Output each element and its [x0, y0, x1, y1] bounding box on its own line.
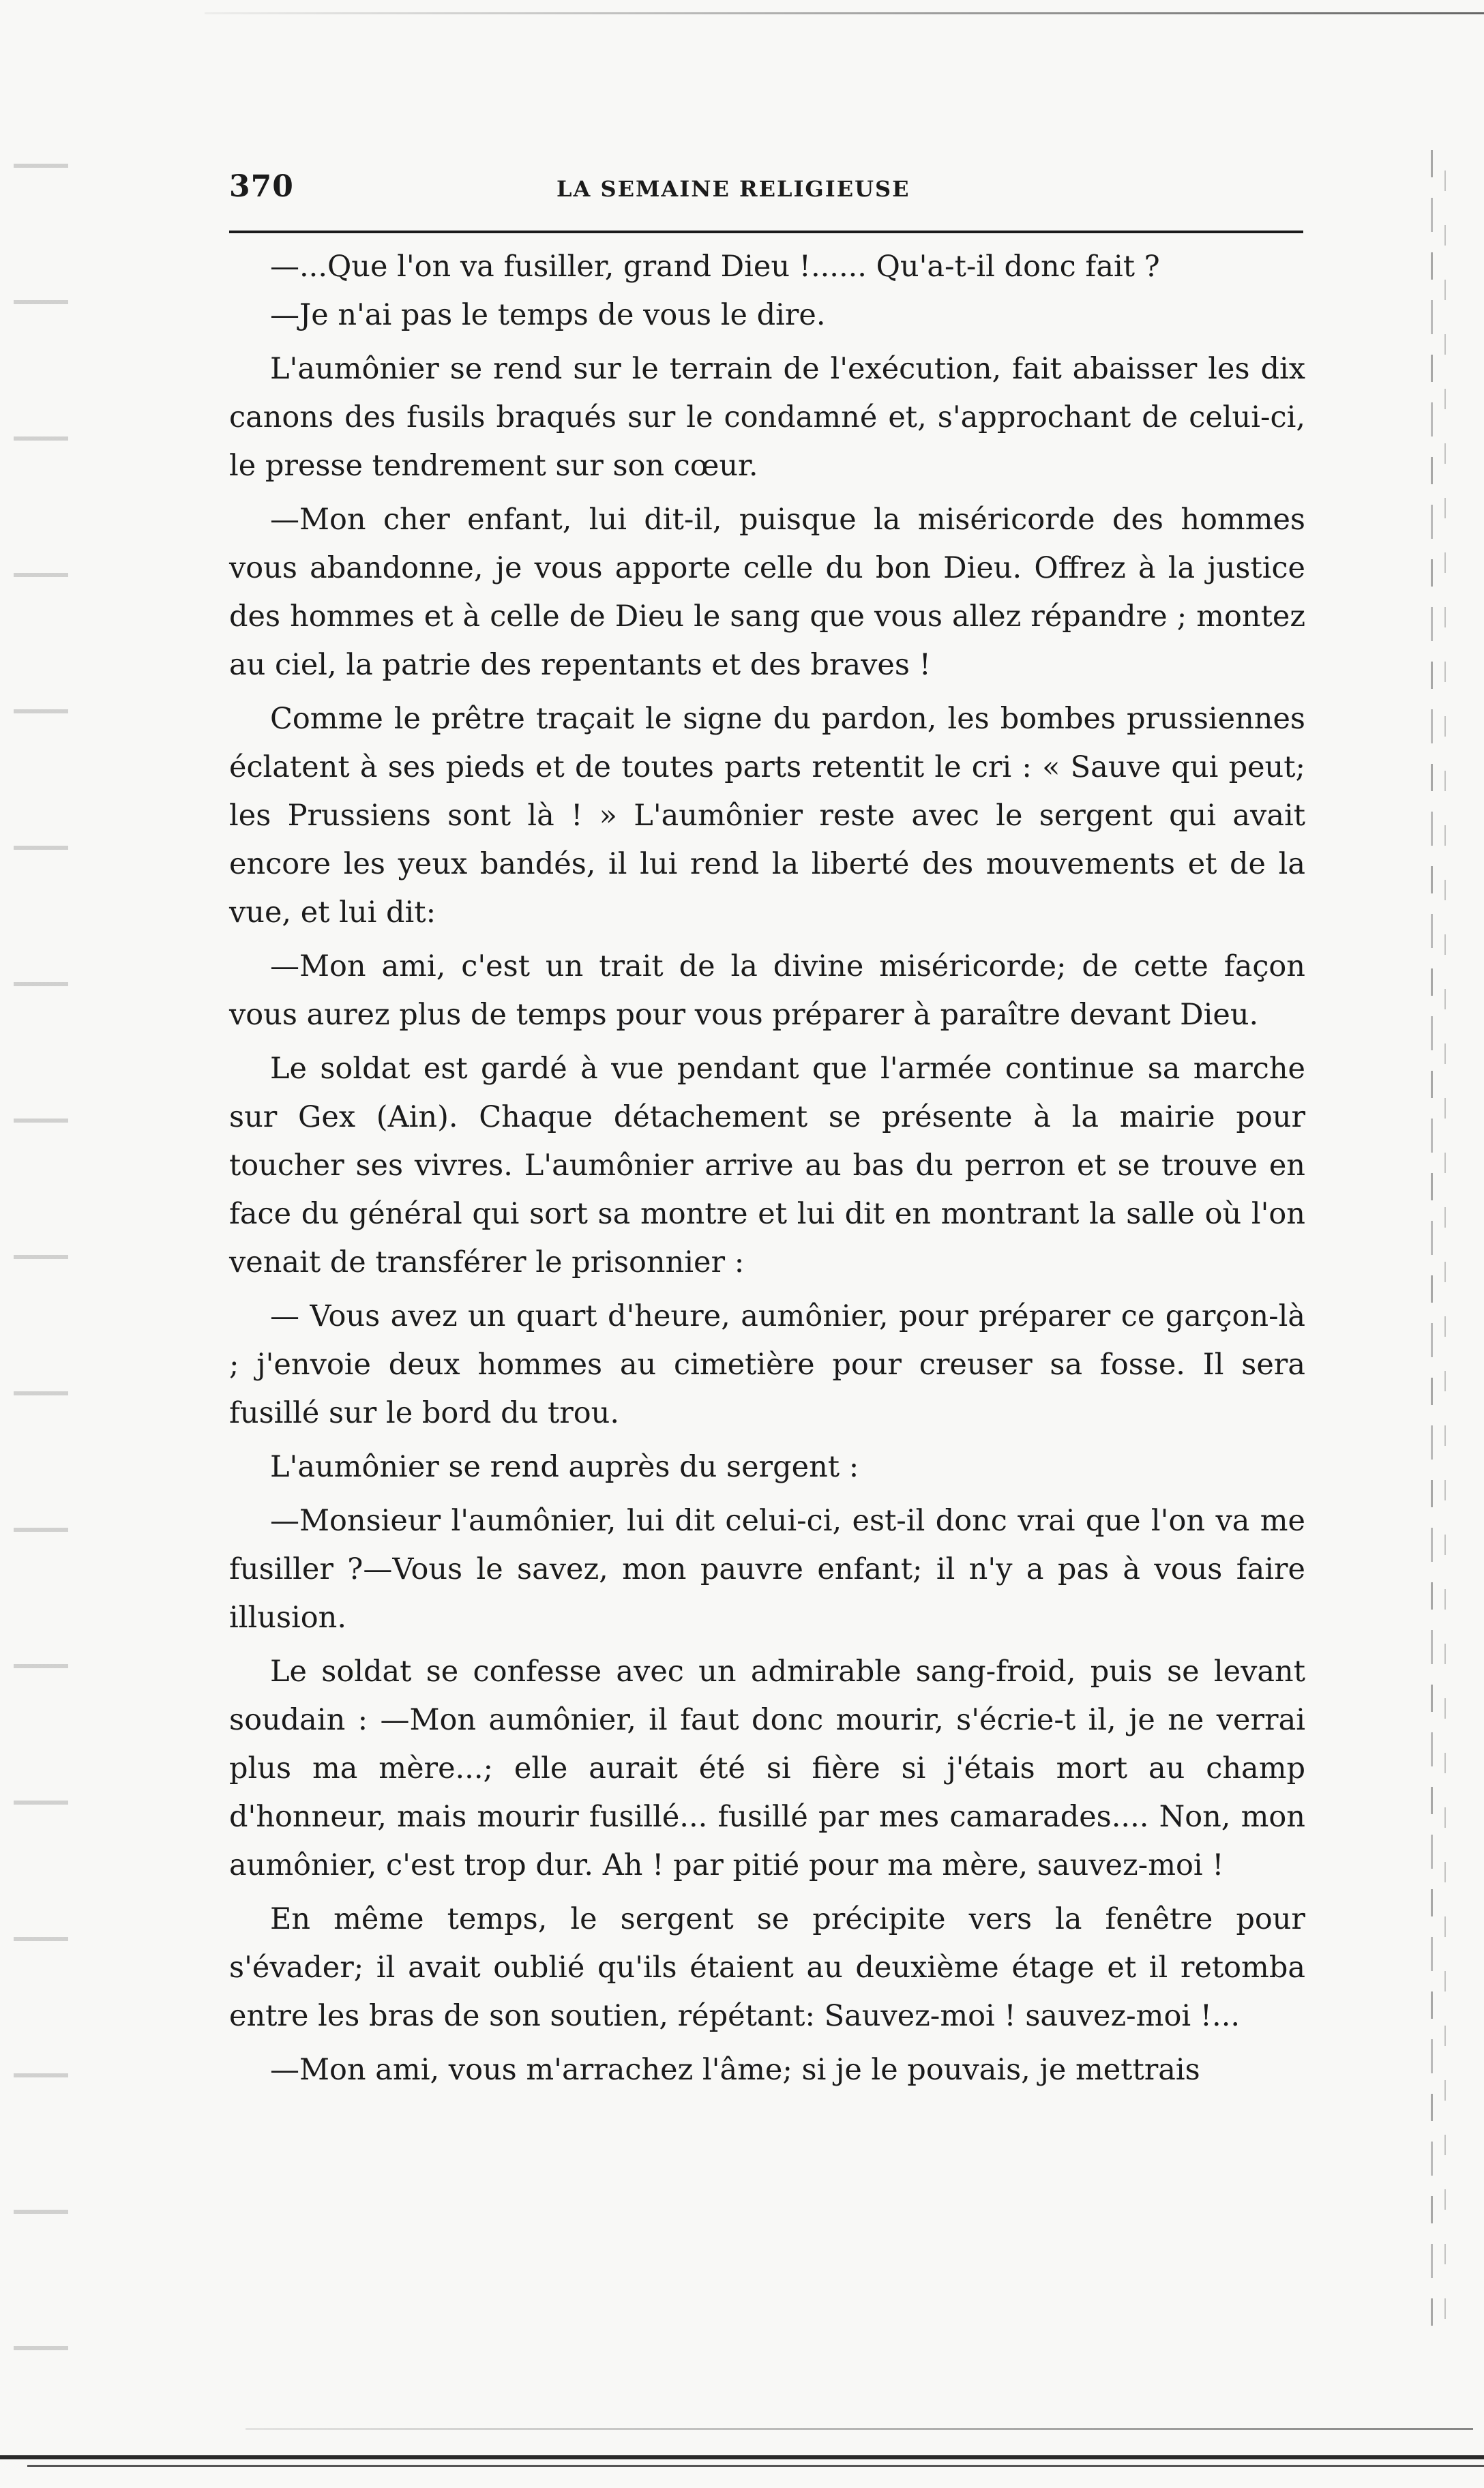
page-header	[229, 169, 1303, 210]
scan-edge-bottom	[0, 2455, 1484, 2459]
paragraph: —...Que l'on va fusiller, grand Dieu !...... Qu'a-t-il donc fait ?	[270, 250, 1160, 284]
scan-edge-right-faint	[1444, 171, 1446, 2319]
scan-edge-top	[205, 12, 1484, 14]
paragraph: — Vous avez un quart d'heure, aumônier, pour préparer ce garçon-là ; j'envoie deux hommes au cimetière pour creuser sa fosse. Il sera fusillé sur le bord du trou.	[229, 1299, 1305, 1430]
paragraph: L'aumônier se rend sur le terrain de l'exécution, fait abaisser les dix canons des fusils braqués sur le condamné et, s'approchant de celui-ci, le presse tendrement sur son cœur.	[229, 352, 1305, 483]
paragraph: Comme le prêtre traçait le signe du pardon, les bombes prussiennes éclatent à ses pieds et de toutes parts retentit le cri : « Sauve qui peut; les Prussiens sont là ! » L'aumônier reste avec le sergent qui avait encore les yeux bandés, il lui rend la liberté des mouvements et de la vue, et lui dit:	[229, 702, 1305, 930]
paragraph: —Mon ami, c'est un trait de la divine miséricorde; de cette façon vous aurez plus de temps pour vous préparer à paraître devant Dieu.	[229, 949, 1305, 1032]
scan-edge-bottom-faint	[246, 2428, 1473, 2430]
paragraph: Le soldat se confesse avec un admirable sang-froid, puis se levant soudain : —Mon aumônier, il faut donc mourir, s'écrie-t il, je ne verrai plus ma mère...; elle aurait été si fière si j'étais mort au champ d'honneur, mais mourir fusillé... fusillé par mes camarades.... Non, mon aumônier, c'est trop dur. Ah ! par pitié pour ma mère, sauvez-moi !	[229, 1655, 1305, 1882]
paragraph: —Mon cher enfant, lui dit-il, puisque la miséricorde des hommes vous abandonne, je vous apporte celle du bon Dieu. Offrez à la justice des hommes et à celle de Dieu le sang que vous allez répandre ; montez au ciel, la patrie des repentants et des braves !	[229, 503, 1305, 682]
paragraph: —Monsieur l'aumônier, lui dit celui-ci, est-il donc vrai que l'on va me fusiller ?—Vous le savez, mon pauvre enfant; il n'y a pas à vous faire illusion.	[229, 1504, 1305, 1635]
paragraph: Le soldat est gardé à vue pendant que l'armée continue sa marche sur Gex (Ain). Chaque détachement se présente à la mairie pour toucher ses vivres. L'aumônier arrive au bas du perron et se trouve en face du général qui sort sa montre et lui dit en montrant la salle où l'on venait de transférer le prisonnier :	[229, 1052, 1305, 1279]
scan-edge-bottom-second	[27, 2465, 1484, 2467]
running-title: LA SEMAINE RELIGIEUSE	[556, 176, 910, 202]
header-rule	[229, 231, 1303, 233]
body-text	[229, 243, 1305, 2094]
scan-specks-left	[14, 102, 68, 2353]
paragraph: —Je n'ai pas le temps de vous le dire.	[270, 298, 826, 332]
page-number: 370	[229, 169, 294, 204]
paragraph: —Mon ami, vous m'arrachez l'âme; si je le pouvais, je mettrais	[270, 2053, 1200, 2087]
paragraph: L'aumônier se rend auprès du sergent :	[270, 1450, 859, 1484]
paragraph: En même temps, le sergent se précipite vers la fenêtre pour s'évader; il avait oublié qu'ils étaient au deuxième étage et il retomba entre les bras de son soutien, répétant: Sauvez-moi ! sauvez-moi !...	[229, 1902, 1305, 2033]
scan-edge-right	[1431, 150, 1433, 2332]
